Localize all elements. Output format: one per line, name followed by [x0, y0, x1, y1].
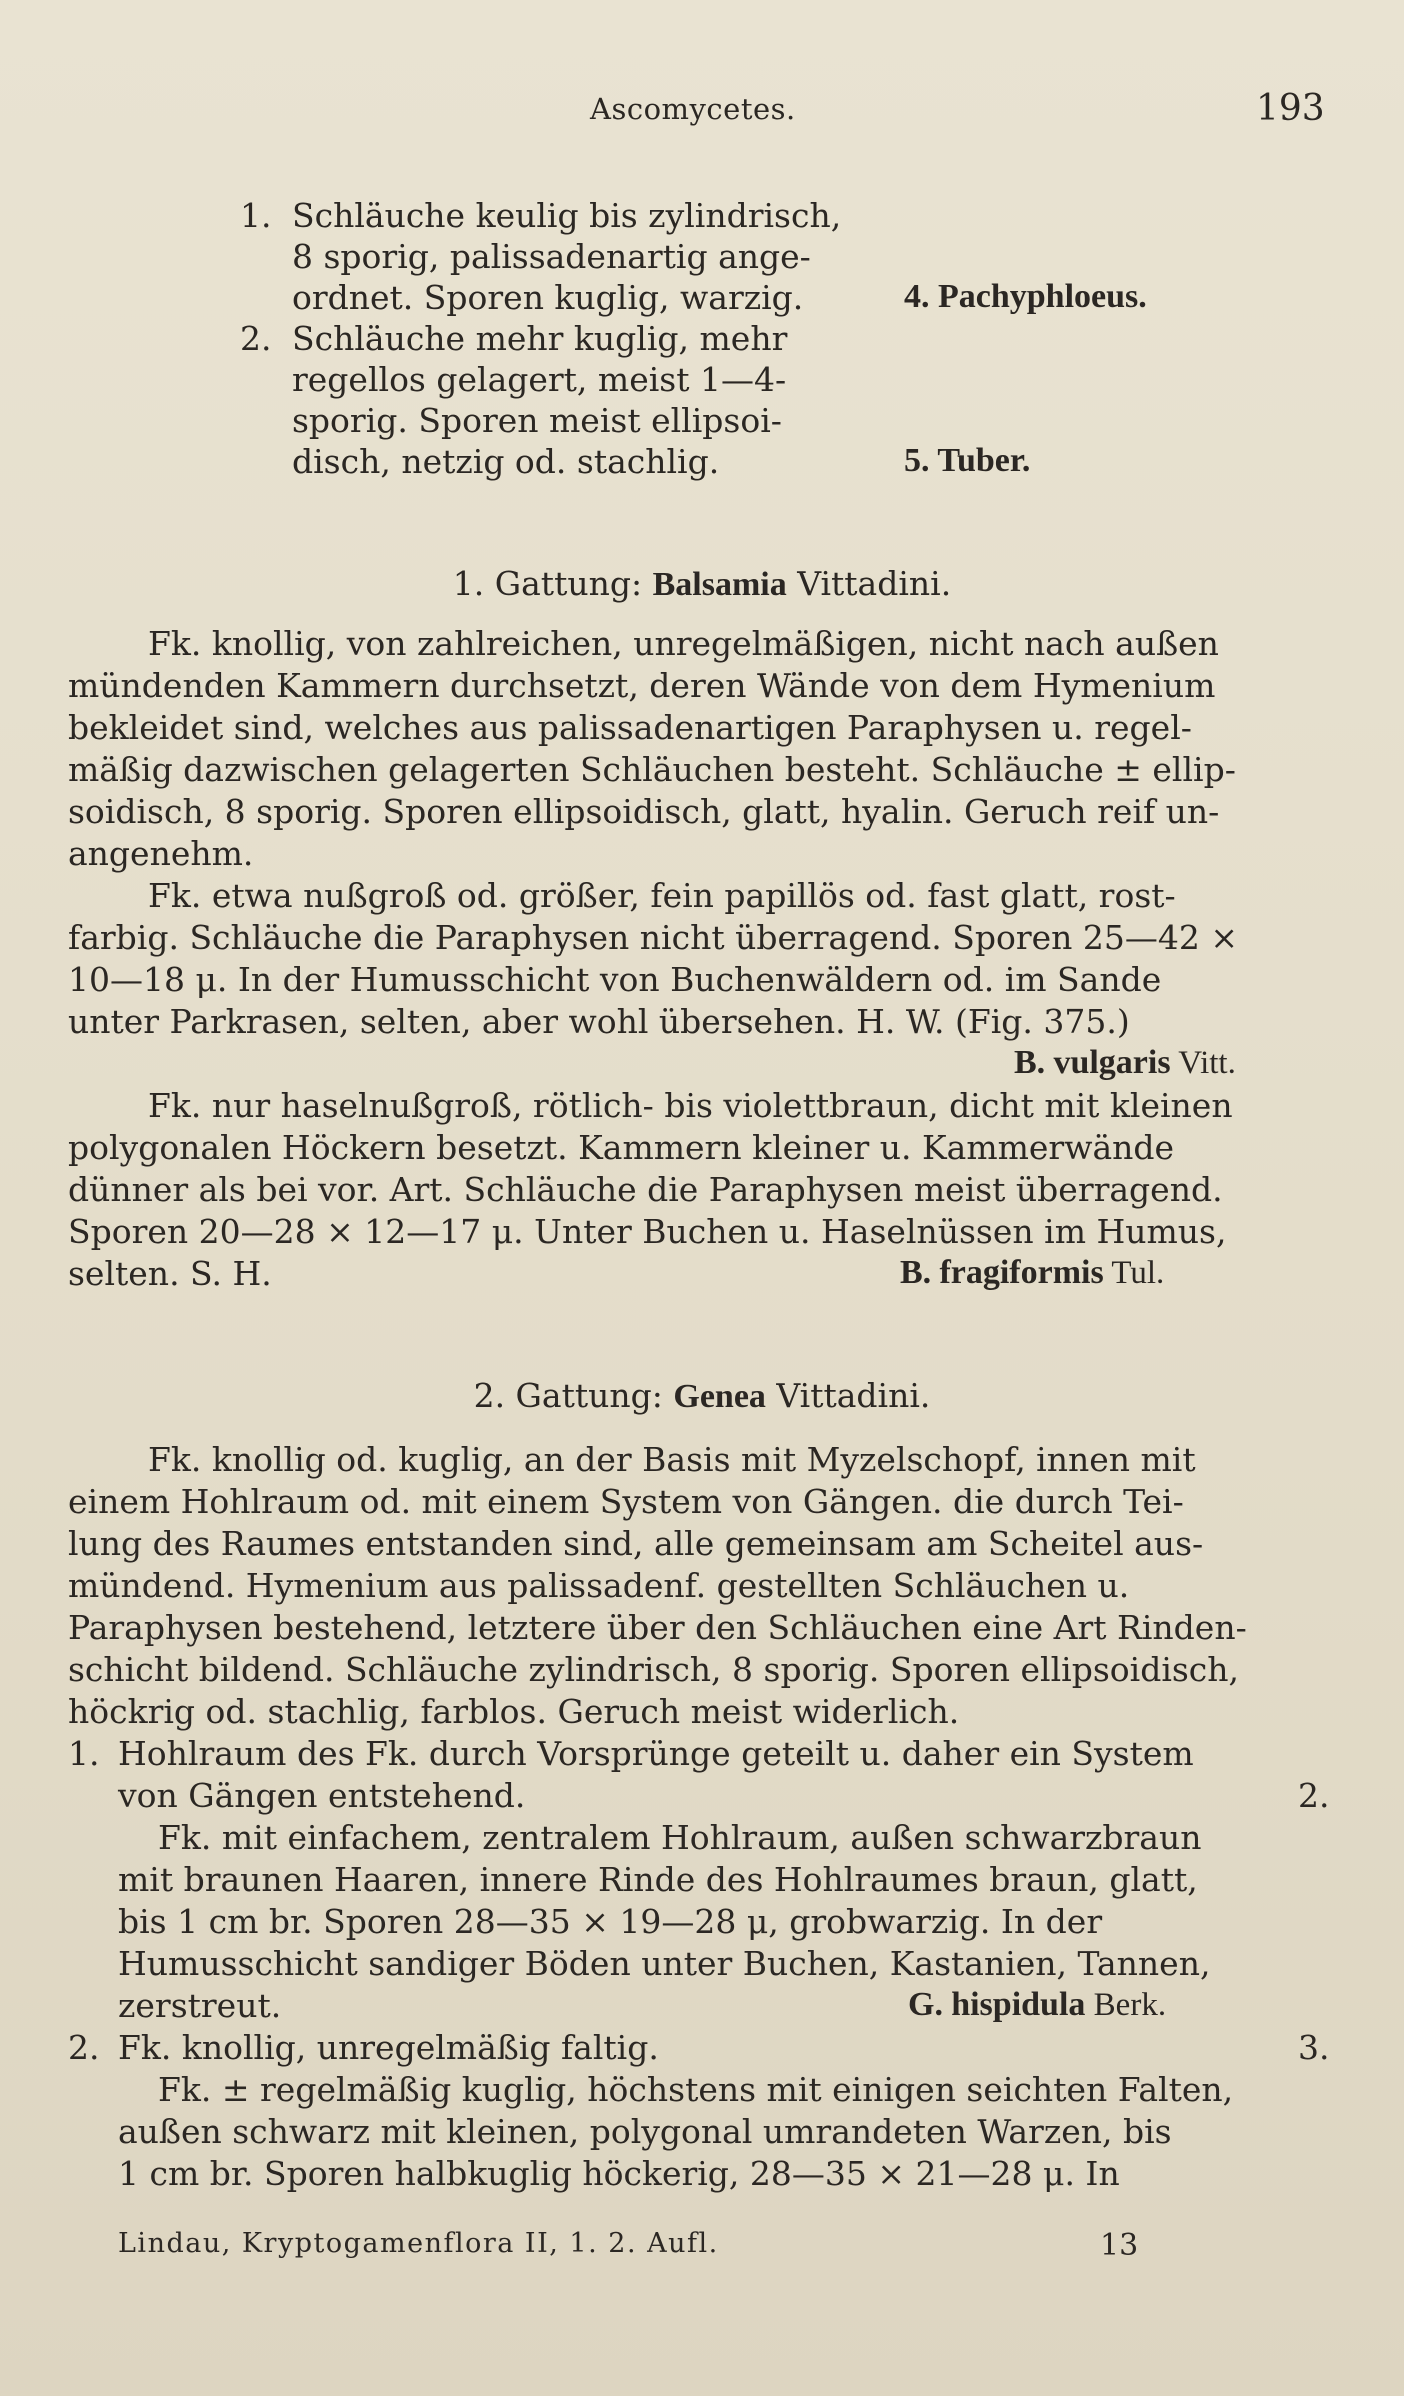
text-line: bis 1 cm br. Sporen 28—35 × 19—28 μ, grobwarzig. In der [118, 1902, 1103, 1941]
species-epithet: fragiformis [939, 1254, 1104, 1291]
species-name-fragiformis [900, 1254, 1164, 1292]
text-line: bekleidet sind, welches aus palissadenartigen Paraphysen u. regel- [68, 708, 1192, 747]
genus-name: Genea [673, 1378, 766, 1415]
key-text: Schläuche mehr kuglig, mehr [292, 319, 788, 358]
species-epithet: hispidula [951, 1986, 1086, 2023]
text-line: mündenden Kammern durchsetzt, deren Wände von dem Hymenium [68, 666, 1216, 705]
species-genus: G. [908, 1986, 943, 2023]
key-reference: 3. [1298, 2028, 1330, 2067]
species-genus: B. [1014, 1044, 1046, 1081]
text-line: von Gängen entstehend. [118, 1776, 526, 1815]
text-line: Fk. mit einfachem, zentralem Hohlraum, außen schwarzbraun [158, 1818, 1202, 1857]
text-line: farbig. Schläuche die Paraphysen nicht überragend. Sporen 25—42 × [68, 918, 1239, 957]
text-line: mäßig dazwischen gelagerten Schläuchen besteht. Schläuche ± ellip- [68, 750, 1236, 789]
text-line: dünner als bei vor. Art. Schläuche die Paraphysen meist überragend. [68, 1170, 1223, 1209]
genus-heading-prefix: 2. Gattung: [473, 1376, 663, 1415]
text-line: außen schwarz mit kleinen, polygonal umrandeten Warzen, bis [118, 2112, 1172, 2151]
key-line [0, 237, 1404, 277]
genus-author: Vittadini. [776, 1376, 931, 1415]
text-line: Fk. knollig od. kuglig, an der Basis mit Myzelschopf, innen mit [148, 1440, 1196, 1479]
key-text: sporig. Sporen meist ellipsoi- [292, 401, 782, 440]
key-number: 2. [68, 2028, 100, 2067]
key-reference: 2. [1298, 1776, 1330, 1815]
text-line: Fk. nur haselnußgroß, rötlich- bis violettbraun, dicht mit kleinen [148, 1086, 1233, 1125]
text-line: zerstreut. [118, 1986, 282, 2025]
species-name-hispidula [908, 1986, 1166, 2024]
text-line: Paraphysen bestehend, letztere über den Schläuchen eine Art Rinden- [68, 1608, 1247, 1647]
key-line [0, 319, 1404, 359]
footer-signature: Lindau, Kryptogamenflora II, 1. 2. Aufl. [118, 2228, 719, 2259]
text-line: höckrig od. stachlig, farblos. Geruch meist widerlich. [68, 1692, 960, 1731]
text-line: Fk. knollig, unregelmäßig faltig. [118, 2028, 659, 2067]
key-line [0, 196, 1404, 236]
key-line [0, 442, 1404, 482]
key-number: 1. [240, 196, 272, 235]
text-line: angenehm. [68, 834, 254, 873]
key-text: regellos gelagert, meist 1—4- [292, 360, 787, 399]
text-line: Fk. ± regelmäßig kuglig, höchstens mit einigen seichten Falten, [158, 2070, 1234, 2109]
page-header [0, 88, 1404, 134]
key-text: 8 sporig, palissadenartig ange- [292, 237, 811, 276]
species-author: Vitt. [1178, 1045, 1236, 1081]
text-line: unter Parkrasen, selten, aber wohl übersehen. H. W. (Fig. 375.) [68, 1002, 1130, 1041]
page-footer [0, 2228, 1404, 2268]
text-line: Fk. etwa nußgroß od. größer, fein papillös od. fast glatt, rost- [148, 876, 1176, 915]
key-text: disch, netzig od. stachlig. [292, 442, 720, 481]
text-line: polygonalen Höckern besetzt. Kammern kleiner u. Kammerwände [68, 1128, 1175, 1167]
species-name-vulgaris [1014, 1044, 1236, 1082]
key-result: 5. Tuber. [904, 442, 1031, 479]
text-line: soidisch, 8 sporig. Sporen ellipsoidisch, glatt, hyalin. Geruch reif un- [68, 792, 1220, 831]
species-genus: B. [900, 1254, 932, 1291]
species-epithet: vulgaris [1053, 1044, 1171, 1081]
text-line: mündend. Hymenium aus palissadenf. gestellten Schläuchen u. [68, 1566, 1130, 1605]
key-text: ordnet. Sporen kuglig, warzig. [292, 278, 804, 317]
genus-heading-genea [0, 1376, 1404, 1416]
text-line: schicht bildend. Schläuche zylindrisch, 8 sporig. Sporen ellipsoidisch, [68, 1650, 1240, 1689]
text-line: Humusschicht sandiger Böden unter Buchen, Kastanien, Tannen, [118, 1944, 1211, 1983]
genus-heading-prefix: 1. Gattung: [452, 564, 643, 603]
text-line: einem Hohlraum od. mit einem System von Gängen. die durch Tei- [68, 1482, 1184, 1521]
key-line [0, 401, 1404, 441]
text-line: 10—18 μ. In der Humusschicht von Buchenwäldern od. im Sande [68, 960, 1162, 999]
key-result: 4. Pachyphloeus. [904, 278, 1147, 315]
text-line: Fk. knollig, von zahlreichen, unregelmäßigen, nicht nach außen [148, 624, 1219, 663]
genus-author: Vittadini. [797, 564, 952, 603]
species-author: Tul. [1111, 1255, 1165, 1291]
text-line: mit braunen Haaren, innere Rinde des Hohlraumes braun, glatt, [118, 1860, 1198, 1899]
text-line: selten. S. H. [68, 1254, 272, 1293]
genus-heading-balsamia [0, 564, 1404, 604]
key-line [0, 360, 1404, 400]
text-line: Sporen 20—28 × 12—17 μ. Unter Buchen u. Haselnüssen im Humus, [68, 1212, 1227, 1251]
text-line: lung des Raumes entstanden sind, alle gemeinsam am Scheitel aus- [68, 1524, 1204, 1563]
running-title: Ascomycetes. [590, 92, 796, 126]
key-text: Schläuche keulig bis zylindrisch, [292, 196, 842, 235]
key-number: 2. [240, 319, 272, 358]
species-author: Berk. [1093, 1987, 1167, 2023]
text-line: Hohlraum des Fk. durch Vorsprünge geteilt u. daher ein System [118, 1734, 1194, 1773]
key-line [0, 278, 1404, 318]
signature-number: 13 [1100, 2228, 1139, 2263]
genus-name: Balsamia [652, 566, 787, 603]
key-number: 1. [68, 1734, 100, 1773]
page-number: 193 [1256, 88, 1325, 129]
text-line: 1 cm br. Sporen halbkuglig höckerig, 28—35 × 21—28 μ. In [118, 2154, 1120, 2193]
